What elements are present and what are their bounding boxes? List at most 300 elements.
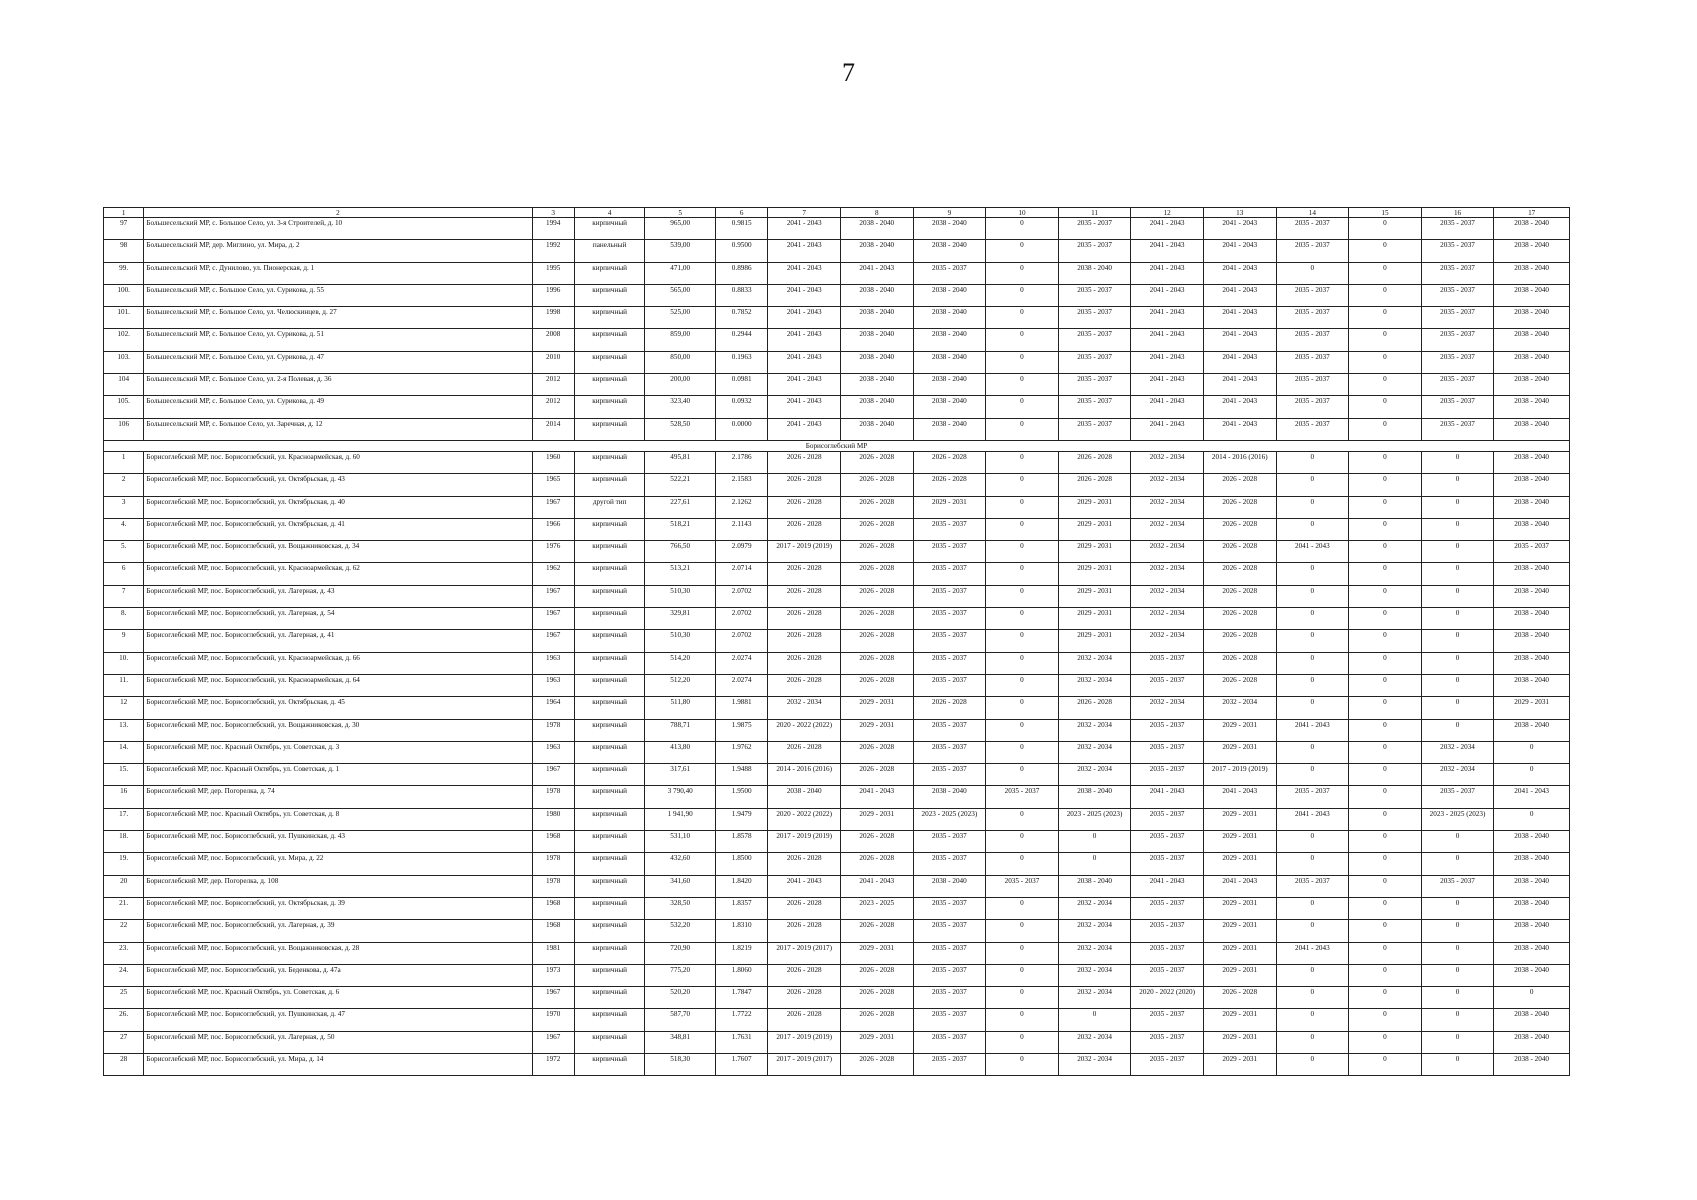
table-cell: 0 xyxy=(1349,563,1422,585)
table-cell: 0 xyxy=(1349,541,1422,563)
table-cell: 20 xyxy=(104,875,144,897)
table-cell: 2035 - 2037 xyxy=(1276,218,1349,240)
table-cell: 0 xyxy=(1349,674,1422,696)
table-cell: 2038 - 2040 xyxy=(913,396,986,418)
table-cell: 2026 - 2028 xyxy=(840,541,913,563)
table-row xyxy=(104,284,1570,306)
table-cell: 0 xyxy=(1276,496,1349,518)
table-cell: 2026 - 2028 xyxy=(840,964,913,986)
table-cell: 2038 - 2040 xyxy=(840,307,913,329)
table-cell: Борисоглебский МР, пос. Борисоглебский, ул. Вощажниковская, д. 34 xyxy=(144,541,532,563)
table-cell: 2041 - 2043 xyxy=(768,396,841,418)
table-cell: 0 xyxy=(1276,630,1349,652)
table-cell: Борисоглебский МР, дер. Погорелка, д. 74 xyxy=(144,786,532,808)
table-cell: 2035 - 2037 xyxy=(913,987,986,1009)
table-cell: 2035 - 2037 xyxy=(913,541,986,563)
table-cell: 775,20 xyxy=(645,964,716,986)
table-cell: 11. xyxy=(104,674,144,696)
table-cell: 0 xyxy=(1494,764,1570,786)
table-cell: 2029 - 2031 xyxy=(1058,630,1131,652)
table-cell: 2041 - 2043 xyxy=(1131,262,1204,284)
table-cell: 2012 xyxy=(532,396,574,418)
table-cell: 2035 - 2037 xyxy=(913,897,986,919)
table-cell: кирпичный xyxy=(574,608,645,630)
table-cell: 328,50 xyxy=(645,897,716,919)
table-cell: 2035 - 2037 xyxy=(1276,240,1349,262)
table-cell: 2035 - 2037 xyxy=(1276,374,1349,396)
table-cell: 2029 - 2031 xyxy=(1203,719,1276,741)
table-cell: 2038 - 2040 xyxy=(840,240,913,262)
table-cell: 2032 - 2034 xyxy=(1131,474,1204,496)
table-cell: 512,20 xyxy=(645,674,716,696)
table-row xyxy=(104,719,1570,741)
table-cell: Борисоглебский МР, пос. Борисоглебский, ул. Пушкинская, д. 47 xyxy=(144,1009,532,1031)
table-cell: Борисоглебский МР, пос. Борисоглебский, ул. Октябрьская, д. 41 xyxy=(144,518,532,540)
table-cell: Борисоглебский МР, пос. Красный Октябрь, ул. Советская, д. 6 xyxy=(144,987,532,1009)
table-cell: кирпичный xyxy=(574,920,645,942)
table-cell: 2026 - 2028 xyxy=(1203,563,1276,585)
table-row xyxy=(104,741,1570,763)
table-cell: 0 xyxy=(1349,741,1422,763)
table-cell: 0 xyxy=(1349,351,1422,373)
table-cell: 1976 xyxy=(532,541,574,563)
table-cell: Большесельский МР, с. Большое Село, ул. Сурикова, д. 51 xyxy=(144,329,532,351)
table-cell: 2035 - 2037 xyxy=(913,518,986,540)
table-cell: 0 xyxy=(1421,608,1494,630)
table-cell: 2041 - 2043 xyxy=(1203,351,1276,373)
table-cell: кирпичный xyxy=(574,1053,645,1075)
table-cell: кирпичный xyxy=(574,808,645,830)
table-cell: 2035 - 2037 xyxy=(1276,396,1349,418)
table-cell: 2023 - 2025 (2023) xyxy=(1058,808,1131,830)
table-cell: 2035 - 2037 xyxy=(913,920,986,942)
table-cell: 2041 - 2043 xyxy=(1131,786,1204,808)
table-cell: 0 xyxy=(986,541,1059,563)
table-cell: 8. xyxy=(104,608,144,630)
table-cell: 859,00 xyxy=(645,329,716,351)
table-cell: 2.0979 xyxy=(715,541,767,563)
table-cell: 0 xyxy=(986,942,1059,964)
table-cell: 2035 - 2037 xyxy=(986,786,1059,808)
table-cell: 2 xyxy=(104,474,144,496)
table-cell: 2041 - 2043 xyxy=(1131,218,1204,240)
table-cell: 2038 - 2040 xyxy=(913,307,986,329)
table-cell: 0 xyxy=(1421,719,1494,741)
table-cell: 1.9881 xyxy=(715,697,767,719)
table-cell: 2029 - 2031 xyxy=(1203,1009,1276,1031)
table-cell: 2038 - 2040 xyxy=(1494,920,1570,942)
table-cell: 2026 - 2028 xyxy=(840,496,913,518)
table-cell: 0 xyxy=(1494,987,1570,1009)
table-row xyxy=(104,652,1570,674)
table-cell: 0 xyxy=(1421,585,1494,607)
table-cell: 103. xyxy=(104,351,144,373)
table-cell: 0 xyxy=(986,329,1059,351)
table-cell: 28 xyxy=(104,1053,144,1075)
table-cell: 528,50 xyxy=(645,418,716,440)
table-cell: 2035 - 2037 xyxy=(1421,262,1494,284)
table-cell: 2035 - 2037 xyxy=(1131,897,1204,919)
table-cell: 0 xyxy=(986,987,1059,1009)
table-cell: 2032 - 2034 xyxy=(1131,541,1204,563)
table-cell: 2026 - 2028 xyxy=(1058,451,1131,473)
table-cell: 2017 - 2019 (2019) xyxy=(768,541,841,563)
table-cell: 766,50 xyxy=(645,541,716,563)
table-cell: Борисоглебский МР, пос. Борисоглебский, ул. Вощажниковская, д. 28 xyxy=(144,942,532,964)
table-cell: 0 xyxy=(1349,808,1422,830)
table-cell: 2041 - 2043 xyxy=(768,307,841,329)
table-cell: 2035 - 2037 xyxy=(913,262,986,284)
table-cell: 2041 - 2043 xyxy=(1131,284,1204,306)
table-cell: 3 790,40 xyxy=(645,786,716,808)
table-cell: 2038 - 2040 xyxy=(1494,329,1570,351)
table-cell: 471,00 xyxy=(645,262,716,284)
table-cell: 2041 - 2043 xyxy=(1203,786,1276,808)
table-cell: 2041 - 2043 xyxy=(1276,808,1349,830)
table-cell: 2035 - 2037 xyxy=(913,1009,986,1031)
table-cell: 2026 - 2028 xyxy=(768,585,841,607)
table-cell: 2038 - 2040 xyxy=(1494,262,1570,284)
table-cell: 2035 - 2037 xyxy=(1058,351,1131,373)
table-cell: 2041 - 2043 xyxy=(768,329,841,351)
table-cell: кирпичный xyxy=(574,964,645,986)
data-table xyxy=(103,207,1570,1076)
table-cell: 2026 - 2028 xyxy=(1203,652,1276,674)
table-cell: 2035 - 2037 xyxy=(913,630,986,652)
table-cell: 0 xyxy=(986,1009,1059,1031)
table-cell: 2041 - 2043 xyxy=(840,875,913,897)
table-cell: 0 xyxy=(1349,518,1422,540)
table-cell: 2026 - 2028 xyxy=(840,585,913,607)
table-cell: 2035 - 2037 xyxy=(1421,786,1494,808)
column-header: 10 xyxy=(986,208,1059,218)
table-row xyxy=(104,964,1570,986)
table-cell: 0 xyxy=(1349,652,1422,674)
table-cell: Борисоглебский МР, пос. Борисоглебский, ул. Лагерная, д. 43 xyxy=(144,585,532,607)
table-row xyxy=(104,674,1570,696)
table-cell: 2038 - 2040 xyxy=(913,374,986,396)
table-cell: 2041 - 2043 xyxy=(1131,875,1204,897)
table-cell: 2026 - 2028 xyxy=(768,474,841,496)
table-cell: 0 xyxy=(1276,1031,1349,1053)
table-cell: 2041 - 2043 xyxy=(1276,541,1349,563)
table-cell: Большесельский МР, с. Большое Село, ул. Заречная, д. 12 xyxy=(144,418,532,440)
table-cell: 1980 xyxy=(532,808,574,830)
table-cell: 2038 - 2040 xyxy=(913,284,986,306)
table-cell: 2041 - 2043 xyxy=(1203,396,1276,418)
table-cell: 2032 - 2034 xyxy=(1131,563,1204,585)
column-header: 11 xyxy=(1058,208,1131,218)
table-cell: кирпичный xyxy=(574,674,645,696)
table-cell: 0.9500 xyxy=(715,240,767,262)
table-cell: 1.9875 xyxy=(715,719,767,741)
table-cell: 2038 - 2040 xyxy=(1494,218,1570,240)
table-cell: 0 xyxy=(986,262,1059,284)
table-cell: 2038 - 2040 xyxy=(1494,674,1570,696)
table-cell: 1.8357 xyxy=(715,897,767,919)
table-cell: Борисоглебский МР, пос. Борисоглебский, ул. Мира, д. 14 xyxy=(144,1053,532,1075)
table-cell: 0 xyxy=(1349,262,1422,284)
table-cell: 2035 - 2037 xyxy=(1058,307,1131,329)
table-cell: 0 xyxy=(986,831,1059,853)
table-cell: 341,60 xyxy=(645,875,716,897)
table-cell: 2032 - 2034 xyxy=(1058,1053,1131,1075)
table-cell: 2041 - 2043 xyxy=(1203,374,1276,396)
table-cell: 3 xyxy=(104,496,144,518)
table-cell: кирпичный xyxy=(574,719,645,741)
table-cell: 2035 - 2037 xyxy=(1058,396,1131,418)
table-cell: Борисоглебский МР, пос. Красный Октябрь, ул. Советская, д. 3 xyxy=(144,741,532,763)
table-cell: 2020 - 2022 (2022) xyxy=(768,808,841,830)
table-cell: 0 xyxy=(986,764,1059,786)
table-cell: 2026 - 2028 xyxy=(1203,496,1276,518)
table-cell: 2032 - 2034 xyxy=(1203,697,1276,719)
table-cell: 2041 - 2043 xyxy=(1203,307,1276,329)
table-cell: 2026 - 2028 xyxy=(1203,541,1276,563)
table-cell: 2041 - 2043 xyxy=(1203,329,1276,351)
table-cell: 0 xyxy=(1349,329,1422,351)
table-cell: 2041 - 2043 xyxy=(768,218,841,240)
table-cell: 1978 xyxy=(532,786,574,808)
table-cell: 0.8986 xyxy=(715,262,767,284)
table-cell: 0 xyxy=(1276,697,1349,719)
table-cell: 2041 - 2043 xyxy=(1203,218,1276,240)
section-row xyxy=(104,440,1570,451)
table-cell: 0 xyxy=(1349,764,1422,786)
table-cell: 2038 - 2040 xyxy=(913,240,986,262)
table-cell: 0 xyxy=(1349,218,1422,240)
table-cell: 2026 - 2028 xyxy=(768,451,841,473)
table-cell: 2032 - 2034 xyxy=(1058,897,1131,919)
table-cell: 2035 - 2037 xyxy=(1494,541,1570,563)
table-cell: 0 xyxy=(1421,1009,1494,1031)
table-cell: 2026 - 2028 xyxy=(768,652,841,674)
table-row xyxy=(104,474,1570,496)
table-cell: 2035 - 2037 xyxy=(1421,240,1494,262)
table-cell: 2035 - 2037 xyxy=(1131,1009,1204,1031)
table-cell: 850,00 xyxy=(645,351,716,373)
table-cell: 0 xyxy=(1349,1053,1422,1075)
table-cell: 101. xyxy=(104,307,144,329)
table-cell: 2035 - 2037 xyxy=(1131,741,1204,763)
table-cell: 10. xyxy=(104,652,144,674)
table-cell: Большесельский МР, с. Большое Село, ул. Сурикова, д. 47 xyxy=(144,351,532,373)
table-cell: 1967 xyxy=(532,496,574,518)
table-cell: 2038 - 2040 xyxy=(840,218,913,240)
table-cell: 2029 - 2031 xyxy=(1203,942,1276,964)
table-cell: 2026 - 2028 xyxy=(768,853,841,875)
table-cell: 2026 - 2028 xyxy=(840,1009,913,1031)
table-cell: 2014 xyxy=(532,418,574,440)
table-cell: 2026 - 2028 xyxy=(768,1009,841,1031)
table-cell: 2008 xyxy=(532,329,574,351)
table-cell: 102. xyxy=(104,329,144,351)
table-cell: 1.8578 xyxy=(715,831,767,853)
table-cell: 2035 - 2037 xyxy=(1421,418,1494,440)
table-cell: 0 xyxy=(986,240,1059,262)
table-row xyxy=(104,897,1570,919)
table-cell: 0 xyxy=(986,652,1059,674)
table-cell: 0 xyxy=(1349,451,1422,473)
table-cell: 2026 - 2028 xyxy=(1203,518,1276,540)
table-cell: 2041 - 2043 xyxy=(1203,418,1276,440)
table-cell: 2026 - 2028 xyxy=(913,697,986,719)
table-cell: 2038 - 2040 xyxy=(1494,719,1570,741)
table-cell: кирпичный xyxy=(574,262,645,284)
table-cell: 2038 - 2040 xyxy=(1494,1053,1570,1075)
table-row xyxy=(104,240,1570,262)
column-header: 7 xyxy=(768,208,841,218)
table-cell: 2026 - 2028 xyxy=(840,741,913,763)
table-cell: Борисоглебский МР, пос. Борисоглебский, ул. Лагерная, д. 39 xyxy=(144,920,532,942)
table-cell: 788,71 xyxy=(645,719,716,741)
table-cell: 2041 - 2043 xyxy=(1276,942,1349,964)
table-cell: 0.9815 xyxy=(715,218,767,240)
table-cell: 2032 - 2034 xyxy=(1058,674,1131,696)
table-cell: Борисоглебский МР, пос. Борисоглебский, ул. Октябрьская, д. 45 xyxy=(144,697,532,719)
table-cell: 2032 - 2034 xyxy=(1058,652,1131,674)
table-cell: 16 xyxy=(104,786,144,808)
table-cell: 2026 - 2028 xyxy=(768,964,841,986)
table-cell: 0 xyxy=(1421,897,1494,919)
table-cell: 2035 - 2037 xyxy=(1276,329,1349,351)
table-cell: 1968 xyxy=(532,831,574,853)
table-cell: 0 xyxy=(1276,608,1349,630)
table-cell: 2026 - 2028 xyxy=(1203,987,1276,1009)
table-cell: 2020 - 2022 (2022) xyxy=(768,719,841,741)
table-cell: 2017 - 2019 (2019) xyxy=(1203,764,1276,786)
table-cell: 97 xyxy=(104,218,144,240)
table-cell: Большесельский МР, с. Большое Село, ул. 2-я Полевая, д. 36 xyxy=(144,374,532,396)
table-cell: 2038 - 2040 xyxy=(1494,563,1570,585)
table-cell: 1.8420 xyxy=(715,875,767,897)
table-cell: Борисоглебский МР, пос. Красный Октябрь, ул. Советская, д. 1 xyxy=(144,764,532,786)
table-cell: 2038 - 2040 xyxy=(913,351,986,373)
table-cell: 2038 - 2040 xyxy=(1058,786,1131,808)
table-cell: 2026 - 2028 xyxy=(840,831,913,853)
table-cell: кирпичный xyxy=(574,563,645,585)
table-cell: кирпичный xyxy=(574,697,645,719)
table-cell: 105. xyxy=(104,396,144,418)
table-cell: 1967 xyxy=(532,764,574,786)
table-cell: 2038 - 2040 xyxy=(1494,518,1570,540)
table-cell: 2029 - 2031 xyxy=(1203,1031,1276,1053)
table-cell: 0 xyxy=(986,307,1059,329)
table-cell: 2038 - 2040 xyxy=(1494,351,1570,373)
table-cell: 518,30 xyxy=(645,1053,716,1075)
table-cell: 348,81 xyxy=(645,1031,716,1053)
table-cell: 2035 - 2037 xyxy=(1131,1053,1204,1075)
table-cell: 0 xyxy=(1421,697,1494,719)
header-row xyxy=(104,208,1570,218)
table-cell: 0 xyxy=(1276,518,1349,540)
table-cell: 2035 - 2037 xyxy=(1276,786,1349,808)
table-cell: 23. xyxy=(104,942,144,964)
table-cell: 17. xyxy=(104,808,144,830)
table-cell: 0 xyxy=(1276,563,1349,585)
table-cell: 2038 - 2040 xyxy=(1494,1031,1570,1053)
table-cell: 2026 - 2028 xyxy=(840,608,913,630)
column-header: 4 xyxy=(574,208,645,218)
table-cell: 2038 - 2040 xyxy=(913,875,986,897)
table-cell: 0 xyxy=(1349,987,1422,1009)
table-cell: 2.1143 xyxy=(715,518,767,540)
table-cell: 2038 - 2040 xyxy=(1494,474,1570,496)
table-cell: 2038 - 2040 xyxy=(1494,496,1570,518)
table-cell: 2026 - 2028 xyxy=(913,451,986,473)
table-cell: Большесельский МР, с. Большое Село, ул. 3-я Строителей, д. 10 xyxy=(144,218,532,240)
table-cell: 2032 - 2034 xyxy=(768,697,841,719)
table-cell: 0 xyxy=(1276,964,1349,986)
table-cell: 2041 - 2043 xyxy=(768,351,841,373)
table-cell: 2041 - 2043 xyxy=(1131,351,1204,373)
table-cell: 1 941,90 xyxy=(645,808,716,830)
table-cell: 518,21 xyxy=(645,518,716,540)
table-cell: кирпичный xyxy=(574,853,645,875)
table-cell: 2029 - 2031 xyxy=(1058,608,1131,630)
table-cell: 2035 - 2037 xyxy=(1421,396,1494,418)
table-cell: 0 xyxy=(1349,630,1422,652)
table-cell: 2035 - 2037 xyxy=(1276,351,1349,373)
table-cell: 1.8060 xyxy=(715,964,767,986)
table-cell: 1970 xyxy=(532,1009,574,1031)
table-cell: 2035 - 2037 xyxy=(913,1053,986,1075)
table-cell: 0 xyxy=(1276,474,1349,496)
table-cell: 2035 - 2037 xyxy=(1421,351,1494,373)
table-cell: 4. xyxy=(104,518,144,540)
table-cell: 1965 xyxy=(532,474,574,496)
table-cell: 2032 - 2034 xyxy=(1131,608,1204,630)
table-row xyxy=(104,1053,1570,1075)
table-cell: 1.8500 xyxy=(715,853,767,875)
table-cell: 2014 - 2016 (2016) xyxy=(768,764,841,786)
table-cell: 227,61 xyxy=(645,496,716,518)
table-cell: 510,30 xyxy=(645,585,716,607)
table-cell: 2041 - 2043 xyxy=(1203,284,1276,306)
table-cell: 495,81 xyxy=(645,451,716,473)
table-cell: 2023 - 2025 (2023) xyxy=(913,808,986,830)
table-cell: 2029 - 2031 xyxy=(1203,897,1276,919)
table-cell: 0 xyxy=(986,697,1059,719)
table-cell: 2035 - 2037 xyxy=(913,1031,986,1053)
table-cell: 2038 - 2040 xyxy=(1494,307,1570,329)
table-cell: Борисоглебский МР, пос. Борисоглебский, ул. Вощажниковская, д. 30 xyxy=(144,719,532,741)
table-cell: кирпичный xyxy=(574,741,645,763)
table-cell: 0 xyxy=(1421,451,1494,473)
column-header: 17 xyxy=(1494,208,1570,218)
table-cell: 2032 - 2034 xyxy=(1058,719,1131,741)
table-cell: 0.7852 xyxy=(715,307,767,329)
table-row xyxy=(104,496,1570,518)
table-cell: 2026 - 2028 xyxy=(840,652,913,674)
table-cell: кирпичный xyxy=(574,1031,645,1053)
table-cell: кирпичный xyxy=(574,897,645,919)
table-cell: 2035 - 2037 xyxy=(1131,674,1204,696)
table-row xyxy=(104,853,1570,875)
table-cell: кирпичный xyxy=(574,630,645,652)
table-cell: 2035 - 2037 xyxy=(1131,942,1204,964)
table-cell: 2029 - 2031 xyxy=(1058,563,1131,585)
table-cell: 0 xyxy=(986,1053,1059,1075)
table-cell: кирпичный xyxy=(574,764,645,786)
table-cell: 2029 - 2031 xyxy=(840,719,913,741)
table-cell: 0.0000 xyxy=(715,418,767,440)
column-header: 3 xyxy=(532,208,574,218)
table-cell: 1.9479 xyxy=(715,808,767,830)
table-cell: 2035 - 2037 xyxy=(986,875,1059,897)
table-cell: 2032 - 2034 xyxy=(1421,741,1494,763)
table-cell: 2029 - 2031 xyxy=(840,808,913,830)
